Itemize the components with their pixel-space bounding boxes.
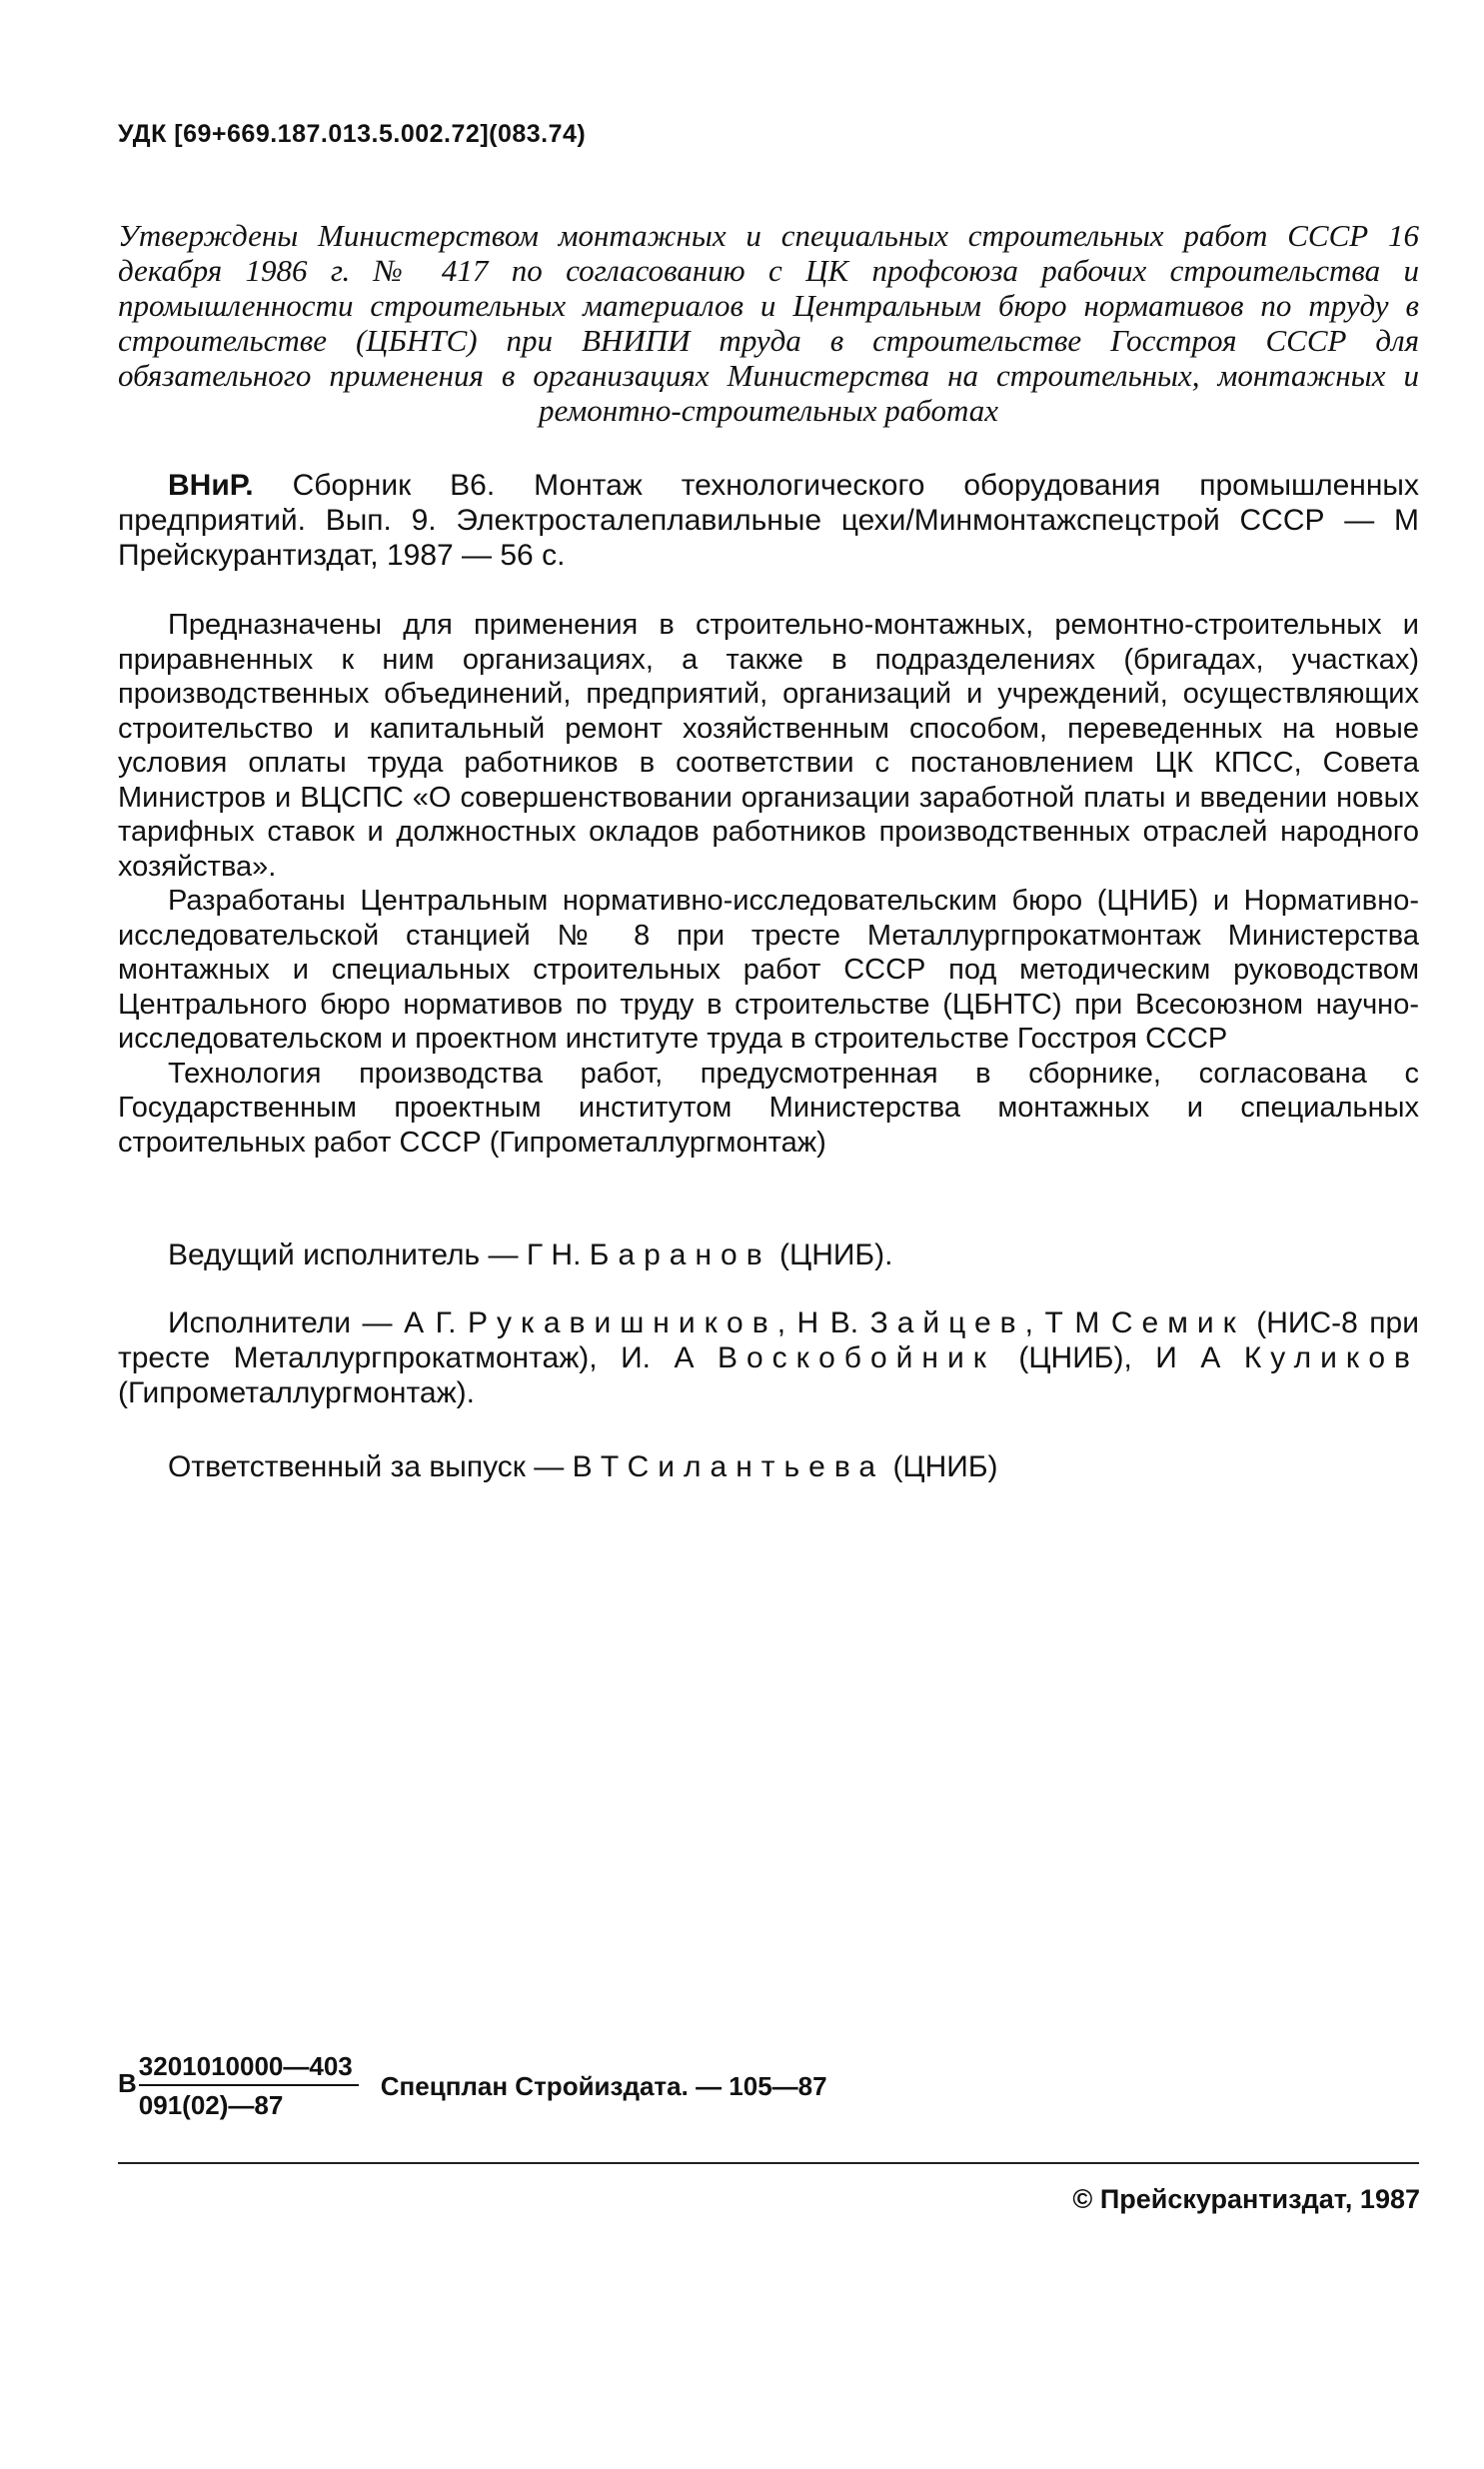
responsible-name: Силантьева [627, 1450, 885, 1483]
approval-statement: Утверждены Министерством монтажных и специальных строительных работ СССР 16 декабря 1986 г. № 417 по согласованию с ЦК профсоюза рабочих строительства и промышленности строительных материалов и Центральным бюро нормативов по труду в строительстве (ЦБНТС) при ВНИПИ труда в строительстве Госстроя СССР для обязательного применения в организациях Министерства на строительных, монтажных и ремонтно-строительных работах [118, 218, 1419, 428]
biblio-description: Сборник В6. Монтаж технологического оборудования промышленных предприятий. Вып. 9. Электросталеплавильные цехи/Минмонтажспецстрой СССР — М Прейскурантиздат, 1987 — 56 с. [118, 469, 1419, 572]
code-numerator: 3201010000—403 [139, 2051, 359, 2086]
lead-label: Ведущий исполнитель — [168, 1238, 527, 1271]
divider [118, 2162, 1419, 2164]
executor-org-3: (Гипрометаллургмонтаж). [118, 1376, 475, 1409]
code-denominator: 091(02)—87 [138, 2090, 284, 2120]
executor-3-name: Семик [1110, 1306, 1245, 1339]
executor-1-initials: А Г. [404, 1306, 469, 1339]
responsible-for-release [118, 1449, 1419, 1484]
bibliographic-record [118, 468, 1419, 573]
responsible-initials: В Т [572, 1450, 628, 1483]
lead-initials: Г Н. [526, 1238, 590, 1271]
main-text [118, 608, 1419, 1160]
executor-1-name: Рукавишников [468, 1306, 777, 1339]
executor-org-1: (НИС-8 при тресте Металлургпрокатмонтаж), [118, 1306, 1419, 1374]
responsible-label: Ответственный за выпуск — [168, 1450, 573, 1483]
executors [118, 1305, 1419, 1410]
publication-plan: Спецплан Стройиздата. — 105—87 [380, 2070, 827, 2101]
executor-5-initials: И А [1155, 1341, 1244, 1374]
paragraph-technology: Технология производства работ, предусмотренная в сборнике, согласована с Государственным проектным институтом Министерства монтажных и специальных строительных работ СССР (Гипрометаллургмонтаж) [118, 1057, 1419, 1159]
biblio-abbreviation: ВНиР. [168, 469, 254, 502]
executor-4-name: Воскобойник [717, 1341, 995, 1374]
publication-code [118, 2051, 827, 2121]
paragraph-developers: Разработаны Центральным нормативно-исследовательским бюро (ЦНИБ) и Нормативно-исследовательской станцией № 8 при тресте Металлургпрокатмонтаж Министерства монтажных и специальных строительных работ СССР под методическим руководством Центрального бюро нормативов по труду в строительстве (ЦБНТС) при Всесоюзном научно-исследовательском и проектном институте труда в строительстве Госстроя СССР [118, 885, 1419, 1055]
lead-executor [118, 1237, 1419, 1272]
executor-3-initials: Т М [1044, 1306, 1111, 1339]
copyright: © Прейскурантиздат, 1987 [1072, 2184, 1420, 2214]
udc-code: УДК [69+669.187.013.5.002.72](083.74) [118, 120, 587, 148]
code-fraction [139, 2051, 359, 2121]
responsible-org: (ЦНИБ) [884, 1450, 998, 1483]
executor-2-initials: Н В. [796, 1306, 870, 1339]
lead-org: (ЦНИБ). [770, 1238, 893, 1271]
code-letter: В [118, 2067, 137, 2098]
executor-org-2: (ЦНИБ), [994, 1341, 1156, 1374]
executor-5-name: Куликов [1243, 1341, 1419, 1374]
separator: , [1024, 1306, 1045, 1339]
lead-name: Баранов [589, 1238, 771, 1271]
separator: , [776, 1306, 797, 1339]
executor-4-initials: И. А [621, 1341, 718, 1374]
executor-2-name: Зайцев [869, 1306, 1025, 1339]
paragraph-purpose: Предназначены для применения в строительно-монтажных, ремонтно-строительных и приравненных к ним организациях, а также в подразделениях (бригадах, участках) производственных объединений, предприятий, организаций и учреждений, осуществляющих строительство и капитальный ремонт хозяйственным способом, переведенных на новые условия оплаты труда работников в соответствии с постановлением ЦК КПСС, Совета Министров и ВЦСПС «О совершенствовании организации заработной платы и введении новых тарифных ставок и должностных окладов работников производственных отраслей народного хозяйства». [118, 609, 1419, 883]
executors-label: Исполнители — [168, 1306, 405, 1339]
